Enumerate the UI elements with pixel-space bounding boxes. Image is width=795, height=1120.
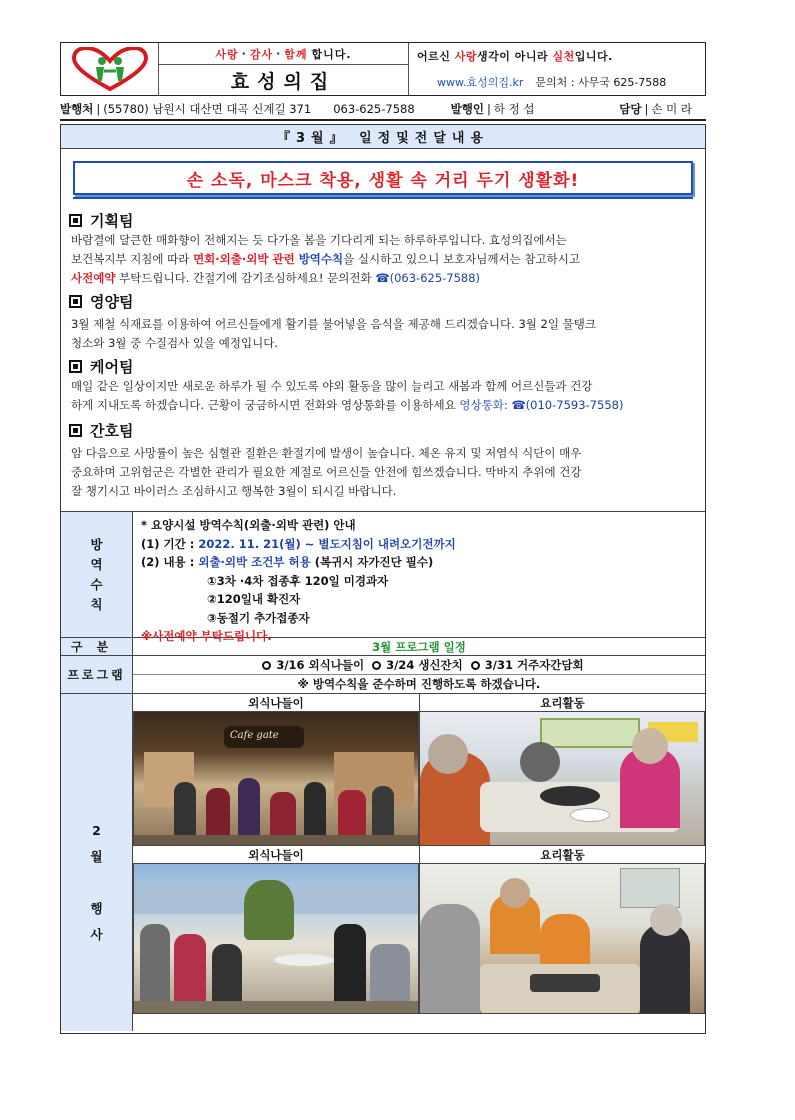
photo-caption: 외식나들이 — [248, 695, 304, 710]
text-line: 잘 챙기시고 바이러스 조심하시고 행복한 3월이 되시길 바랍니다. — [71, 484, 397, 498]
publisher-label: 발행처 — [60, 102, 94, 116]
circle-bullet-icon — [372, 661, 381, 670]
text-span: (복귀시 자가진단 필수) — [310, 555, 434, 569]
motto-highlight: 사랑 — [454, 50, 477, 63]
condition-item: ③동절기 추가접종자 — [207, 610, 310, 625]
cafe-sign: Cafe gate — [230, 730, 279, 741]
slogan-word: 사랑 — [215, 47, 239, 61]
team-heading-nursing — [69, 419, 699, 441]
text-span: 부탁드립니다. 간절기에 감기조심하세요! 문의전화 — [115, 271, 376, 285]
photo-caption: 외식나들이 — [248, 847, 304, 862]
text-line: 중요하며 고위험군은 각별한 관리가 필요한 계절로 어르신들 안전에 힘쓰겠습니다. 막바지 추위에 건강 — [71, 465, 582, 479]
notice-body — [133, 512, 705, 643]
text-span: (2) 내용 : — [141, 555, 199, 569]
section-title: 『3월』 일정및전달내용 — [61, 125, 705, 149]
text-line: 3월 제철 식재료를 이용하여 어르신들에게 활기를 불어넣을 음식을 제공해 드리겠습니다. 3월 2일 물탱크 — [71, 317, 596, 331]
condition-item: ①3차 ·4차 접종후 120일 미경과자 — [207, 573, 389, 588]
label-char: 행 — [90, 900, 103, 916]
label-char: 월 — [90, 848, 103, 864]
team-name: 케어팀 — [90, 357, 134, 376]
label-char: 사 — [90, 926, 103, 942]
photo-outing-terrace — [133, 863, 419, 1014]
issuer-label: 발행인 — [450, 102, 484, 116]
notice-title: * 요양시설 방역수칙(외출·외박 관련) 안내 — [141, 518, 356, 532]
team-heading-care — [69, 355, 699, 377]
text-line: 암 다음으로 사망률이 높은 심혈관 질환은 환절기에 발생이 높습니다. 체온 유지 및 저염식 식단이 매우 — [71, 446, 582, 460]
program-row — [61, 655, 705, 693]
text-highlight: 외출·외박 조건부 허용 — [198, 555, 311, 569]
text-highlight: 2022. 11. 21(월) ~ 별도지침이 내려오기전까지 — [198, 536, 456, 551]
website-link[interactable]: www.효성의집.kr — [437, 76, 524, 89]
newsletter-header — [60, 42, 706, 96]
phone-number: 영상통화: ☎(010-7593-7558) — [459, 398, 624, 412]
divider — [60, 119, 706, 121]
events-label — [61, 694, 133, 1031]
team-heading-planning — [69, 209, 699, 231]
team-text-planning — [69, 231, 699, 288]
org-name: 효성의집 — [230, 70, 337, 93]
team-name: 기획팀 — [90, 211, 134, 230]
program-item: 3/16 외식나들이 — [276, 658, 365, 672]
team-heading-nutrition — [69, 290, 699, 312]
team-text-nursing — [69, 444, 699, 501]
photo-outing-cafe — [133, 711, 419, 846]
text-span: (1) 기간 : — [141, 536, 199, 551]
text-span: 하게 지내도록 하겠습니다. 근황이 궁금하시면 전화와 영상통화를 이용하세요 — [71, 398, 460, 412]
manager-label: 담당 — [619, 102, 642, 116]
notice-content — [141, 553, 697, 572]
contact-line — [417, 69, 705, 95]
photo-grid — [133, 694, 705, 1014]
text-highlight: 사전예약 — [71, 271, 116, 285]
square-bullet-icon — [69, 360, 82, 373]
condition-item: ②120일내 확진자 — [207, 592, 301, 606]
motto — [417, 43, 705, 69]
publisher-address: (55780) 남원시 대산면 대곡 신계길 371 — [103, 102, 312, 116]
main-frame — [60, 124, 706, 1034]
circle-bullet-icon — [262, 661, 271, 670]
text-line — [71, 250, 699, 269]
text-line — [71, 269, 699, 288]
team-name: 간호팀 — [90, 421, 134, 440]
text-span: 보건복지부 지침에 따라 — [71, 252, 194, 266]
text-highlight: 면회·외출·외박 관련 — [193, 252, 299, 266]
events-row — [61, 693, 705, 1031]
circle-bullet-icon — [471, 661, 480, 670]
label-char: 역 — [90, 556, 103, 572]
text-line: 바람결에 달큰한 매화향이 전해지는 듯 다가올 봄을 기다리게 되는 하루하루입니다. 효성의집에서는 — [71, 233, 567, 247]
text-highlight: 방역수칙 — [298, 252, 344, 266]
program-item: 3/31 거주자간담회 — [484, 658, 584, 672]
notice-label — [61, 512, 133, 637]
text-line: 청소와 3월 중 수질검사 있을 예정입니다. — [71, 336, 278, 350]
notice-period — [141, 535, 697, 554]
publisher-phone: 063-625-7588 — [333, 102, 415, 116]
slogan-tail: 합니다. — [311, 47, 352, 61]
slogan-word: 감사 — [249, 47, 274, 61]
contact-info: 문의처 : 사무국 625-7588 — [535, 76, 667, 89]
motto-highlight: 실천 — [552, 50, 575, 63]
campaign-banner: 손 소독, 마스크 착용, 생활 속 거리 두기 생활화! — [73, 161, 693, 195]
phone-number: ☎(063-625-7588) — [375, 271, 481, 285]
team-name: 영양팀 — [90, 292, 134, 311]
program-header-row — [61, 637, 705, 655]
square-bullet-icon — [69, 295, 82, 308]
program-item: 3/24 생신잔치 — [386, 658, 463, 672]
photo-cooking-1 — [419, 711, 705, 846]
slogan: 사랑 · 감사 · 함께 합니다. — [159, 43, 408, 65]
notice-footer: ※사전예약 부탁드립니다. — [141, 629, 272, 643]
program-items — [133, 656, 705, 674]
motto-text: 생각이 아니라 — [477, 50, 549, 63]
photo-cooking-2 — [419, 863, 705, 1014]
category-label: 구분 — [61, 638, 133, 655]
text-line: 매일 같은 일상이지만 새로운 하루가 될 수 있도록 야외 활동을 많이 늘리고 새봄과 함께 어르신들과 건강 — [71, 379, 593, 393]
program-note: ※ 방역수칙을 준수하며 진행하도록 하겠습니다. — [133, 674, 705, 693]
square-bullet-icon — [69, 424, 82, 437]
text-line — [71, 396, 699, 415]
photo-caption: 요리활동 — [419, 846, 705, 863]
issuer-name: 하 정 섭 — [493, 102, 535, 116]
manager-name: 손 미 라 — [651, 102, 692, 116]
label-char: 칙 — [90, 596, 103, 612]
heart-logo-icon — [70, 47, 150, 91]
label-char: 2 — [92, 822, 101, 838]
schedule-table — [61, 511, 705, 1031]
slogan-word: 함께 — [284, 47, 308, 61]
program-schedule-title: 3월 프로그램 일정 — [372, 639, 466, 654]
team-text-care — [69, 377, 699, 415]
photo-caption: 요리활동 — [419, 694, 705, 711]
label-char: 방 — [90, 536, 103, 552]
team-text-nutrition — [69, 315, 699, 353]
logo — [61, 43, 159, 95]
program-label: 프로그램 — [61, 656, 133, 693]
publisher-bar: 발행처 | (55780) 남원시 대산면 대곡 신계길 371 063-625-7588 발행인 | 하 정 섭 담당 | 손 미 라 — [60, 102, 692, 116]
motto-text: 어르신 — [417, 50, 451, 63]
square-bullet-icon — [69, 214, 82, 227]
label-char: 수 — [90, 576, 103, 592]
text-span: 을 실시하고 있으니 보호자님께서는 참고하시고 — [343, 252, 580, 266]
team-sections — [69, 207, 699, 501]
notice-row — [61, 511, 705, 643]
motto-text: 입니다. — [574, 50, 613, 63]
